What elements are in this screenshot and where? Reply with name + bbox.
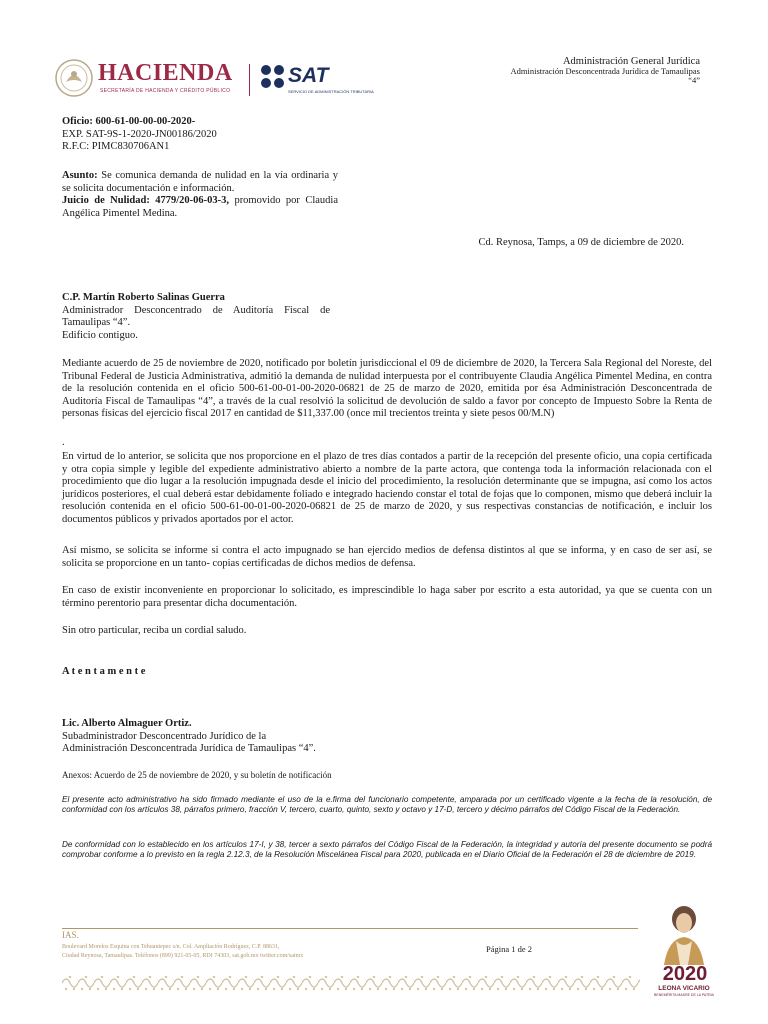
hacienda-logo	[54, 58, 244, 100]
oficio-number: Oficio: 600-61-00-00-00-2020-	[62, 116, 196, 127]
juicio-text: promovido por Claudia Angélica Pimentel Medina.	[62, 195, 338, 219]
signer-title-2: Administración Desconcentrada Jurídica de Tamaulipas “4”.	[62, 743, 316, 755]
paragraph-2: En virtud de lo anterior, se solicita que nos proporcione en el plazo de tres días contados a partir de la recepción del presente oficio, una copia certificada y otra copia simple y legible del expediente administrativo abierto a nombre de la parte actora, que contenga toda la información relacionada con el procedimiento que dio lugar a la resolución impugnada desde el inicio del procedimiento, la resolución determinante que se impugna, así como los actos jurídicos posteriores, el cual deberá estar debidamente foliado e integrado haciendo constar el total de fojas que lo componen, mismo que deberá incluir la resolución contenida en el oficio 500-61-00-01-00-2020-06821 de 25 de marzo de 2020, y sus respectivas constancias de notificación, e incluir los documentos públicos y privados aportados por el actor.	[62, 451, 712, 525]
juicio-label: Juicio de Nulidad: 4779/20-06-03-3,	[62, 195, 230, 207]
leona-vicario-logo	[648, 905, 720, 1001]
eagle-emblem-icon	[54, 58, 94, 98]
rfc: R.F.C: PIMC830706AN1	[62, 141, 170, 153]
signer-name: Lic. Alberto Almaguer Ortiz.	[62, 718, 192, 729]
leona-vicario-name: LEONA VICARIO	[658, 985, 710, 992]
sat-dots-icon	[260, 64, 286, 90]
hacienda-wordmark: HACIENDA	[98, 60, 233, 86]
asunto-text: Se comunica demanda de nulidad en la vía ordinaria y se solicita documentación e información.	[62, 170, 338, 194]
portrait-icon	[658, 905, 710, 965]
paragraph-dot: .	[62, 437, 65, 448]
paragraph-5: Sin otro particular, reciba un cordial saludo.	[62, 625, 247, 636]
asunto-label: Asunto:	[62, 170, 98, 181]
sat-subtitle: SERVICIO DE ADMINISTRACIÓN TRIBUTARIA	[288, 89, 374, 94]
reference-block	[62, 116, 217, 154]
closing: A t e n t a m e n t e	[62, 666, 146, 677]
paragraph-3: Así mismo, se solicita se informe si contra el acto impugnado se han ejercido medios de defensa distintos al que se informa, y en caso de ser así, se solicita se proporcione en un tanto- copias certificadas de dichos medios de defensa.	[62, 545, 712, 569]
signer-title-1: Subadministrador Desconcentrado Jurídico de la	[62, 730, 267, 742]
footer-address-line-2: Ciudad Reynosa, Tamaulipas. Teléfonos (899) 921-05-05, RDI 74303, sat.gob.mx twitter.com/satmx	[62, 953, 304, 959]
footer-address-line-1: Boulevard Morelos Esquina con Tehuantepec s/n. Col. Ampliación Rodríguez, C.P. 88631,	[62, 944, 280, 950]
anexos: Anexos: Acuerdo de 25 de noviembre de 2020, y su boletín de notificación	[62, 770, 332, 780]
footer-address	[62, 943, 303, 961]
recipient-name: C.P. Martín Roberto Salinas Guerra	[62, 292, 225, 303]
verification-note: De conformidad con lo establecido en los artículos 17-I, y 38, tercer a sexto párrafos del Código Fiscal de la Federación, la integridad y autoría del presente documento se podrá comprobar conforme a lo previsto en la regla 2.12.3, de la Resolución Miscelánea Fiscal para 2020, publicada en el Diario Oficial de la Federación el 28 de diciembre de 2019.	[62, 840, 712, 860]
footer-initials: IAS.	[62, 930, 79, 940]
signer-block	[62, 718, 316, 756]
recipient-location: Edificio contiguo.	[62, 329, 138, 341]
paragraph-1: Mediante acuerdo de 25 de noviembre de 2020, notificado por boletín jurisdiccional el 09 de diciembre de 2020, la Tercera Sala Regional del Noreste, del Tribunal Federal de Justicia Administrativa, admitió la demanda de nulidad interpuesta por el contribuyente Claudia Angélica Pimentel Medina, en contra de la resolución contenida en el oficio 500-61-00-01-00-2020-06821 de 25 de marzo de 2020, emitida por ésa Administración Desconcentrada de Auditoría Fiscal de Tamaulipas “4”, a través de la cual resolvió la solicitud de devolución de saldo a favor por concepto de Impuesto Sobre la Renta de personas físicas del ejercicio fiscal 2017 en cantidad de $11,337.00 (once mil trecientos treinta y siete pesos 00/M.N)	[62, 358, 712, 420]
date-line: Cd. Reynosa, Tamps, a 09 de diciembre de 2020.	[478, 237, 684, 248]
header-divider	[249, 64, 250, 96]
recipient-block	[62, 292, 330, 342]
sat-wordmark: SAT	[288, 64, 329, 87]
footer-line	[62, 928, 638, 929]
efirma-note: El presente acto administrativo ha sido firmado mediante el uso de la e.firma del funcionario competente, amparada por un certificado vigente a la fecha de la resolución, de conformidad con los artículos 38, párrafos primero, fracción V, tercero, cuarto, quinto, sexto y octavo y 17-D, tercero y décimo párrafos del Código Fiscal de la Federación.	[62, 795, 712, 815]
hacienda-subtitle: SECRETARÍA DE HACIENDA Y CRÉDITO PÚBLICO	[100, 88, 231, 94]
admin-line-2: Administración Desconcentrada Jurídica de Tamaulipas	[510, 66, 700, 77]
leona-vicario-tagline: BENEMÉRITA MADRE DE LA PATRIA	[654, 993, 714, 997]
decorative-pattern-strip	[62, 973, 640, 993]
admin-line-1: Administración General Jurídica	[562, 56, 700, 67]
admin-line-3: “4”	[688, 74, 700, 85]
page-number: Página 1 de 2	[486, 944, 533, 954]
asunto-block	[62, 170, 338, 220]
year-2020: 2020	[662, 963, 708, 985]
sat-logo	[260, 62, 374, 98]
paragraph-4: En caso de existir inconveniente en proporcionar lo solicitado, es imprescindible lo haga saber por escrito a esta autoridad, ya que se cuenta con un término perentorio para presentar dicha documentación.	[62, 585, 712, 609]
recipient-title: Administrador Desconcentrado de Auditoría Fiscal de Tamaulipas “4”.	[62, 304, 330, 329]
admin-header-block	[511, 56, 701, 85]
expediente-number: EXP. SAT-9S-1-2020-JN00186/2020	[62, 128, 217, 140]
